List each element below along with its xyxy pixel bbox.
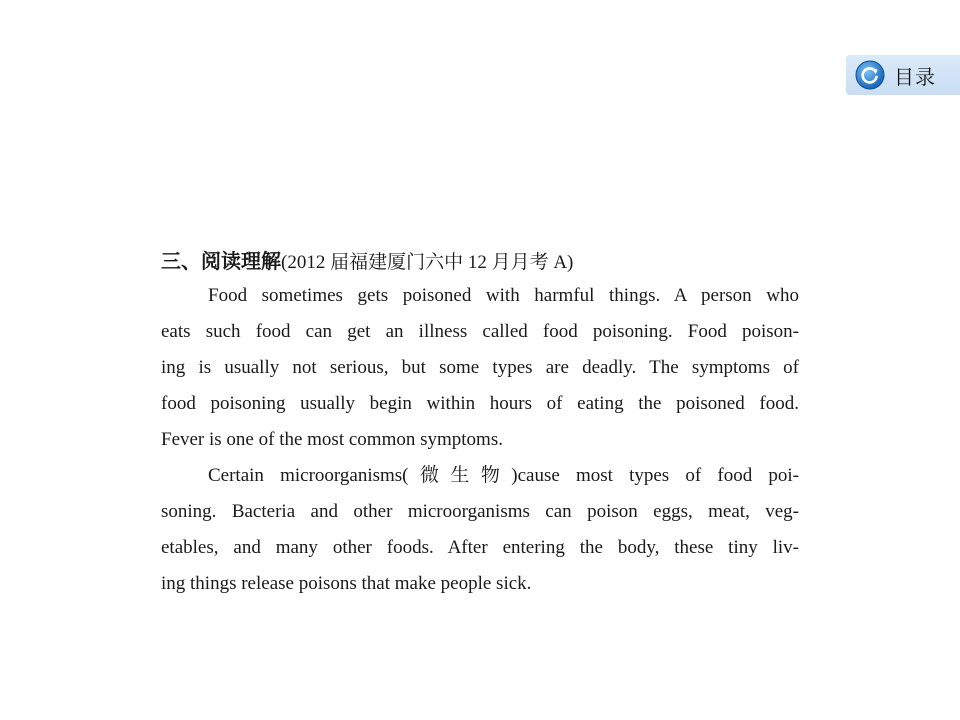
- paragraph-line: soning. Bacteria and other microorganisms can poison eggs, meat, veg-: [161, 501, 799, 522]
- paragraph-line: Certain microorganisms(微生物)cause most types of food poi-: [208, 465, 799, 486]
- section-title: 三、阅读理解: [161, 249, 281, 273]
- section-source: (2012 届福建厦门六中 12 月月考 A): [281, 252, 574, 273]
- toc-label: 目录: [894, 64, 936, 89]
- paragraph-line: Fever is one of the most common symptoms.: [161, 429, 503, 450]
- paragraph-line: etables, and many other foods. After entering the body, these tiny liv-: [161, 537, 799, 558]
- paragraph-1: [161, 278, 799, 458]
- toc-button[interactable]: [846, 55, 960, 95]
- paragraph-line: eats such food can get an illness called food poisoning. Food poison-: [161, 321, 799, 342]
- reading-section: [161, 246, 799, 602]
- paragraph-line: ing is usually not serious, but some types are deadly. The symptoms of: [161, 357, 799, 378]
- section-heading: [161, 246, 799, 278]
- refresh-circle-icon: [855, 60, 885, 90]
- paragraph-line: food poisoning usually begin within hours of eating the poisoned food.: [161, 393, 799, 414]
- paragraph-2: [161, 458, 799, 602]
- paragraph-line: Food sometimes gets poisoned with harmful things. A person who: [208, 285, 799, 306]
- paragraph-line: ing things release poisons that make people sick.: [161, 573, 532, 594]
